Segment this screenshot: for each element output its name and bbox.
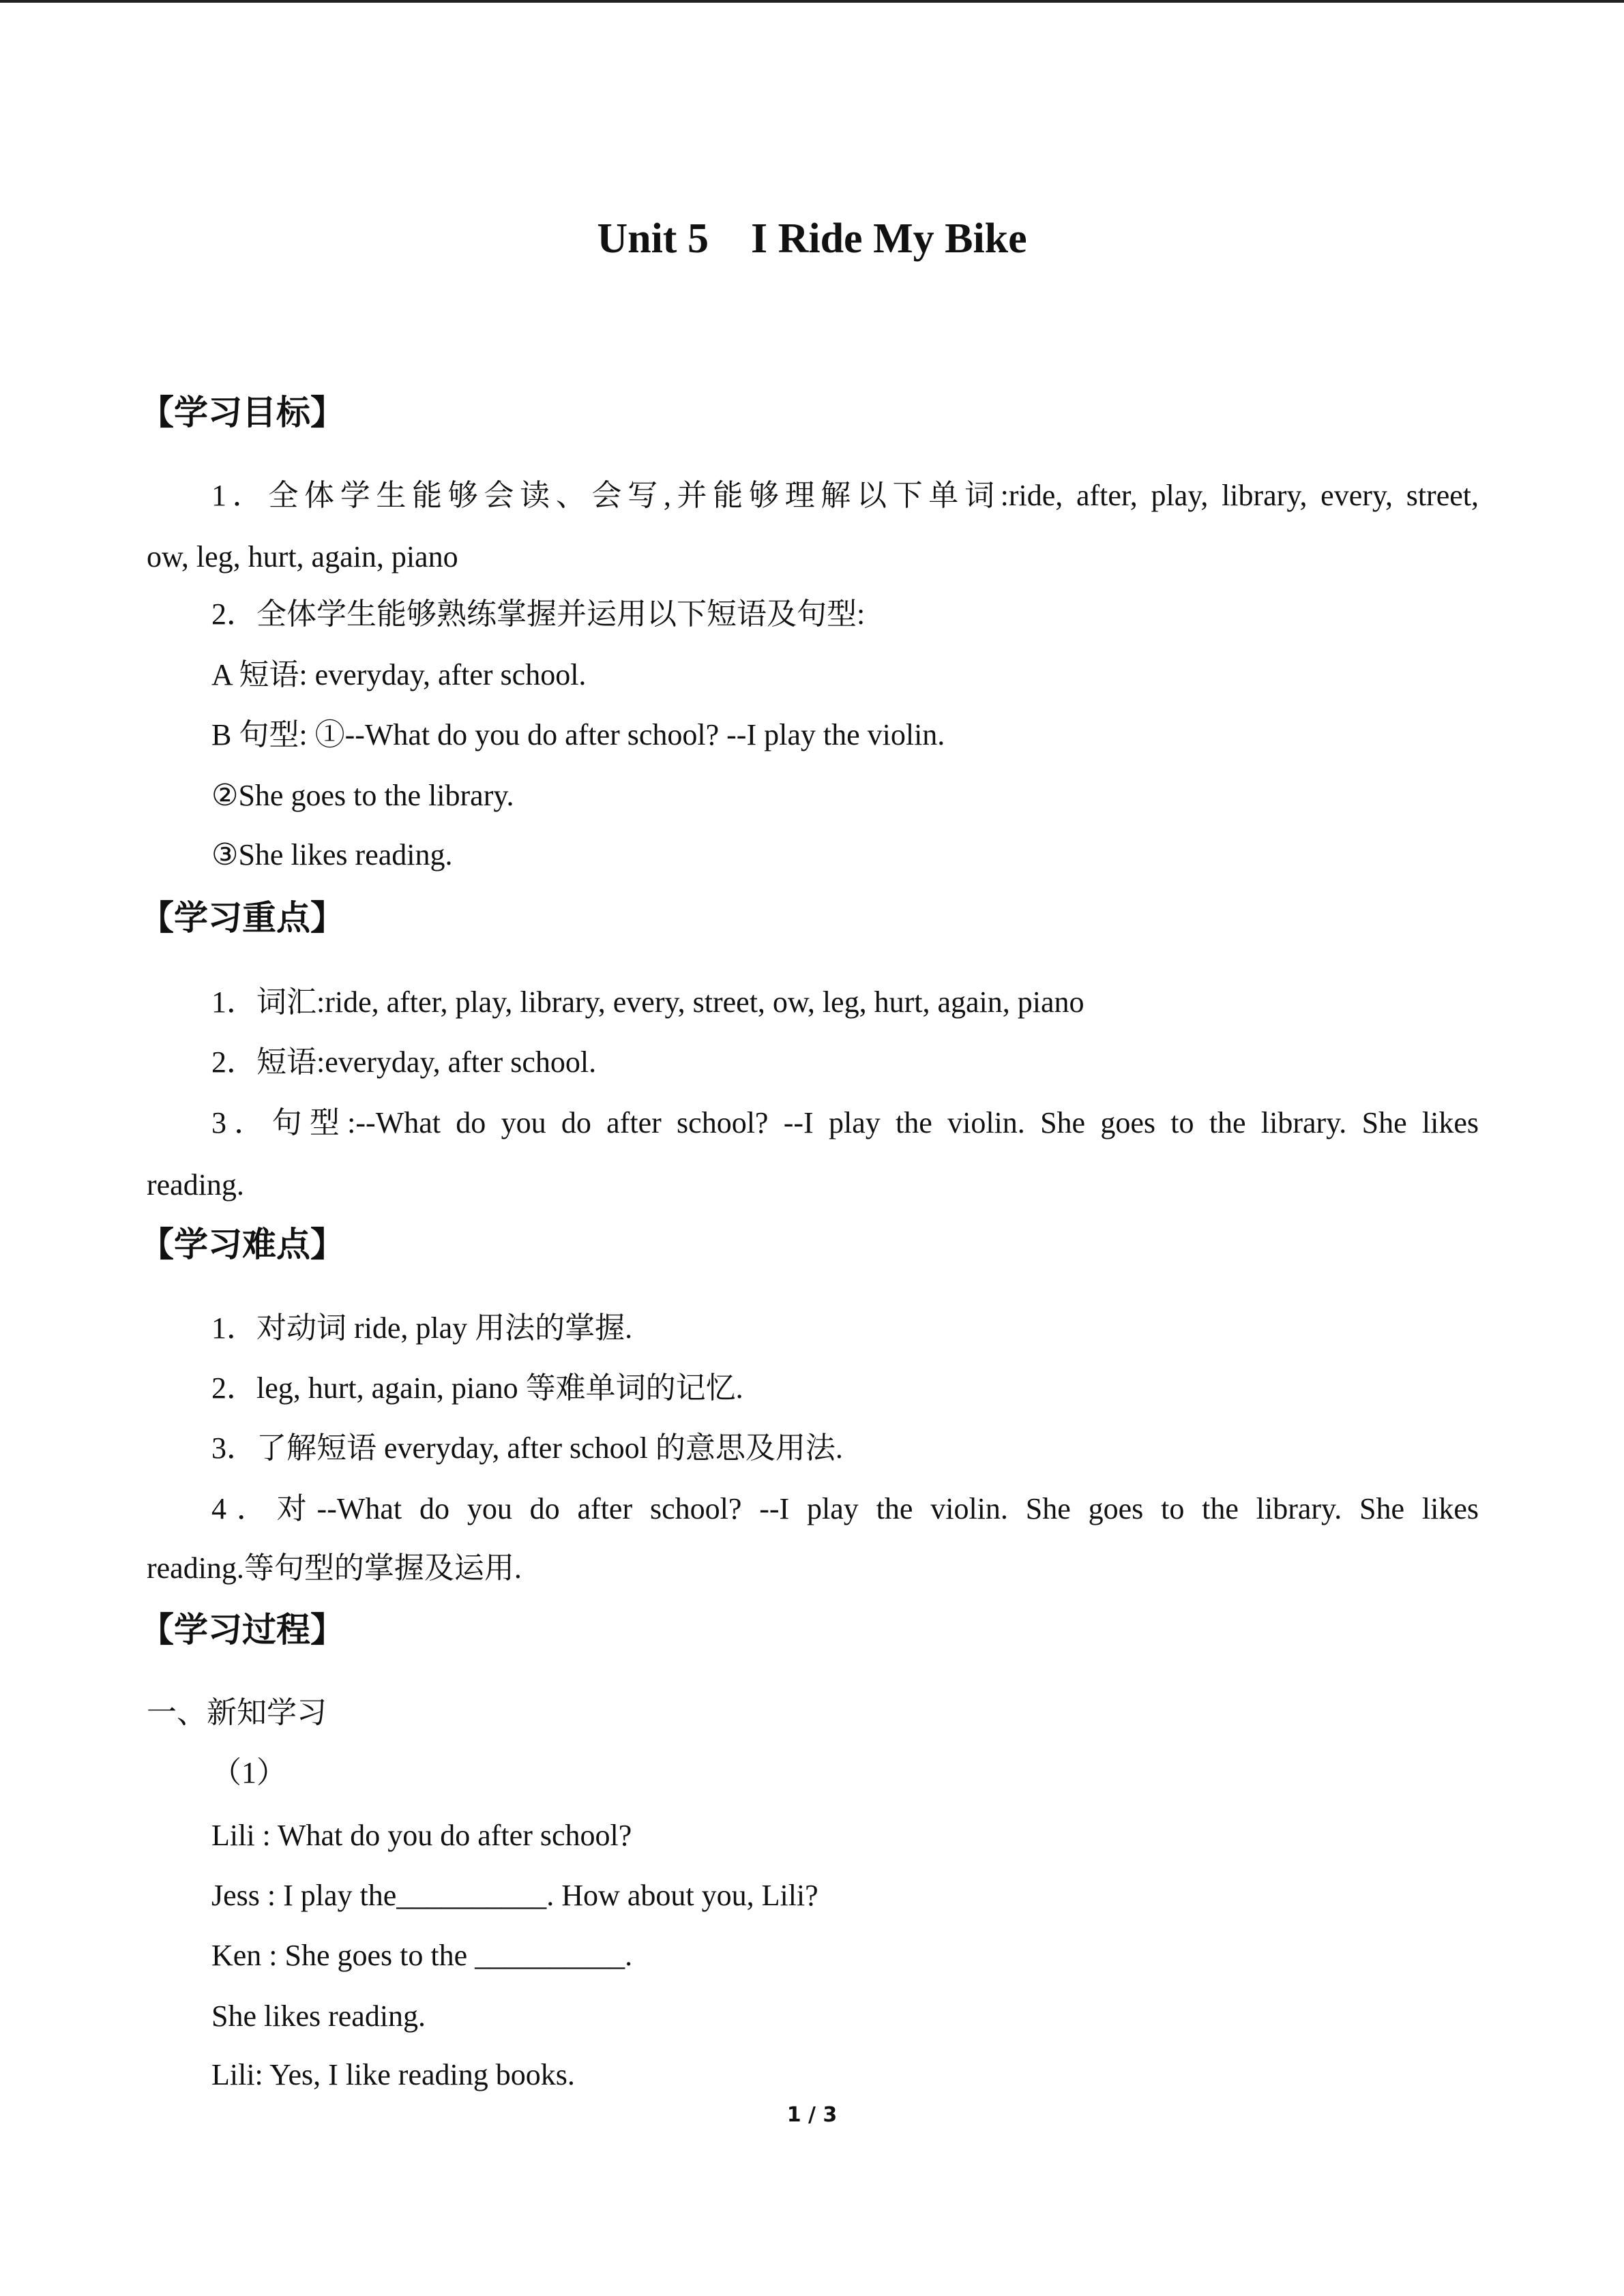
goals-item-1: 1．全体学生能够会读、会写,并能够理解以下单词:ride, after, play, library, every, street, [211, 479, 1479, 512]
heading-learning-goals: 【学习目标】 [140, 393, 344, 432]
difficulty-2: 2．leg, hurt, again, piano 等难单词的记忆. [211, 1371, 743, 1405]
dialogue-line-4: She likes reading. [211, 1999, 426, 2033]
document-title: Unit 5 I Ride My Bike [597, 215, 1027, 262]
difficulty-1: 1．对动词 ride, play 用法的掌握. [211, 1311, 633, 1345]
dialogue-line-2: Jess : I play the__________. How about you, Lili? [211, 1879, 818, 1912]
goals-sentence-3: ③She likes reading. [211, 838, 453, 871]
goals-phrases: A 短语: everyday, after school. [211, 658, 587, 691]
top-border-line [0, 0, 1624, 3]
key-point-3: 3．句型:--What do you do after school? --I play the violin. She goes to the library. She likes [211, 1106, 1479, 1139]
dialogue-line-3: Ken : She goes to the __________. [211, 1939, 633, 1972]
difficulty-4: 4．对--What do you do after school? --I play the violin. She goes to the library. She likes [211, 1492, 1479, 1525]
goals-item-1-cont: ow, leg, hurt, again, piano [147, 540, 458, 573]
key-point-1: 1．词汇:ride, after, play, library, every, street, ow, leg, hurt, again, piano [211, 985, 1084, 1019]
heading-difficulties: 【学习难点】 [140, 1225, 344, 1264]
heading-learning-process: 【学习过程】 [140, 1610, 344, 1650]
key-point-3-cont: reading. [147, 1168, 244, 1202]
goals-sentence-1: B 句型: ①--What do you do after school? --I play the violin. [211, 718, 945, 751]
heading-key-points: 【学习重点】 [140, 898, 344, 938]
difficulty-3: 3．了解短语 everyday, after school 的意思及用法. [211, 1431, 843, 1465]
key-point-2: 2．短语:everyday, after school. [211, 1045, 597, 1079]
process-subsection-title: 一、新知学习 [147, 1696, 327, 1729]
goals-item-2: 2．全体学生能够熟练掌握并运用以下短语及句型: [211, 597, 866, 631]
dialogue-line-5: Lili: Yes, I like reading books. [211, 2058, 575, 2091]
goals-sentence-2: ②She goes to the library. [211, 779, 514, 812]
page-number: 1 / 3 [786, 2103, 838, 2127]
dialogue-line-1: Lili : What do you do after school? [211, 1819, 632, 1852]
difficulty-4-cont: reading.等句型的掌握及运用. [147, 1551, 522, 1585]
process-item-number: （1） [211, 1756, 286, 1789]
